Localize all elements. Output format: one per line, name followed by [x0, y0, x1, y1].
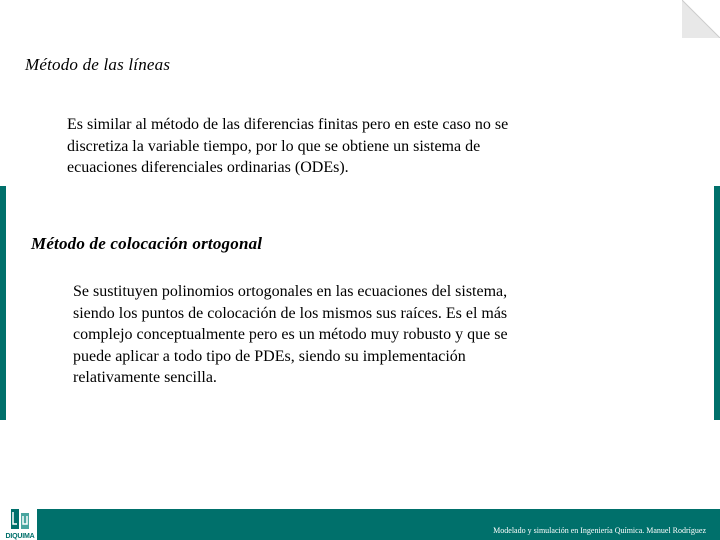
left-accent-bar — [0, 186, 6, 420]
section-title-orthogonal-collocation: Método de colocación ortogonal — [31, 234, 263, 253]
page-corner-fold-icon — [682, 0, 720, 38]
logo-mark-icon — [3, 508, 37, 532]
footer-text: Modelado y simulación en Ingeniería Química. Manuel Rodríguez — [493, 526, 706, 535]
logo-text: DIQUIMA — [5, 533, 35, 540]
footer-bar — [37, 509, 720, 540]
section-title-method-of-lines: Método de las líneas — [25, 55, 171, 74]
section-text-method-of-lines: Es similar al método de las diferencias finitas pero en este caso no se discretiza la variable tiempo, por lo que se obtiene un sistema de ecuaciones diferenciales ordinarias (ODEs). — [67, 116, 509, 176]
right-accent-bar — [714, 186, 720, 420]
section-text-orthogonal-collocation: Se sustituyen polinomios ortogonales en las ecuaciones del sistema, siendo los puntos de colocación de los mismos sus raíces. Es el más complejo conceptualmente pero es un método muy robusto y que se puede aplicar a todo tipo de PDEs, siendo su implementación relativamente sencilla. — [73, 283, 508, 386]
diquima-logo-icon — [3, 508, 37, 540]
